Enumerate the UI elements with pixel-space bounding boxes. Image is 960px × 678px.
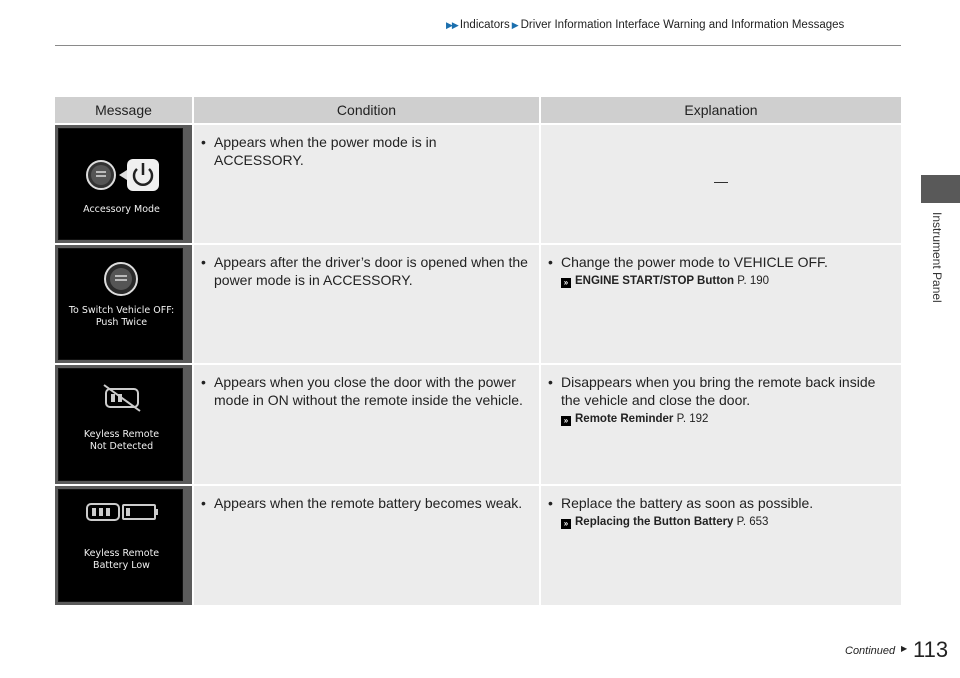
start-stop-button-icon — [59, 249, 184, 355]
message-screen-cell — [55, 365, 192, 484]
explanation-cell — [541, 486, 901, 605]
page-reference[interactable] — [561, 411, 901, 427]
message-screen-cell — [55, 245, 192, 363]
breadcrumb-arrow-icon: ▶▶ — [446, 20, 458, 30]
keyless-not-detected-screen — [58, 368, 183, 481]
remote-battery-low-icon — [59, 490, 184, 596]
reference-page[interactable]: P. 192 — [676, 413, 709, 425]
remote-not-detected-icon — [59, 369, 184, 475]
condition-text: • Appears when the power mode is in ACCESSORY. — [198, 133, 529, 169]
breadcrumb — [446, 19, 844, 31]
switch-vehicle-off-screen — [58, 248, 183, 360]
page-reference[interactable] — [561, 514, 901, 530]
screen-text-line1: Keyless Remote — [83, 548, 160, 559]
power-button-icon — [59, 129, 184, 235]
screen-text-line2: Battery Low — [93, 560, 150, 571]
explanation-text: • Replace the battery as soon as possible. — [545, 494, 891, 512]
chapter-label: Instrument Panel — [930, 212, 944, 303]
reference-page[interactable]: P. 653 — [736, 516, 769, 528]
explanation-text: • Disappears when you bring the remote back inside the vehicle and close the door. — [545, 373, 891, 409]
column-header-condition: Condition — [194, 97, 539, 123]
page-reference[interactable] — [561, 273, 901, 289]
accessory-mode-screen — [58, 128, 183, 240]
condition-cell — [194, 365, 539, 484]
page-number: 113 — [913, 637, 949, 662]
condition-cell — [194, 486, 539, 605]
screen-text-line1: To Switch Vehicle OFF: — [68, 305, 175, 316]
message-screen-cell — [55, 125, 192, 243]
reference-arrow-icon: » — [561, 519, 571, 529]
screen-text-line2: Push Twice — [95, 317, 148, 328]
message-table — [53, 95, 903, 607]
explanation-cell — [541, 365, 901, 484]
screen-text: Accessory Mode — [83, 204, 160, 215]
breadcrumb-indicators[interactable]: Indicators — [459, 19, 510, 31]
screen-text-line2: Not Detected — [89, 441, 154, 452]
screen-text-line1: Keyless Remote — [83, 429, 160, 440]
table-row — [55, 365, 901, 484]
reference-title[interactable]: Remote Reminder — [575, 413, 674, 425]
condition-text: • Appears when you close the door with the power mode in ON without the remote inside the vehicle. — [198, 373, 529, 409]
explanation-text: — — [714, 173, 728, 189]
table-row — [55, 245, 901, 363]
condition-cell — [194, 125, 539, 243]
breadcrumb-current[interactable]: Driver Information Interface Warning and Information Messages — [520, 19, 845, 31]
reference-page[interactable]: P. 190 — [737, 275, 770, 287]
explanation-text: • Change the power mode to VEHICLE OFF. — [545, 253, 891, 271]
reference-arrow-icon: » — [561, 278, 571, 288]
table-row — [55, 125, 901, 243]
header-divider — [55, 45, 901, 46]
condition-cell — [194, 245, 539, 363]
table-row — [55, 486, 901, 605]
explanation-cell — [541, 125, 901, 243]
column-header-message: Message — [55, 97, 192, 123]
keyless-battery-low-screen — [58, 489, 183, 602]
continued-label[interactable]: Continued — [845, 645, 896, 657]
message-screen-cell — [55, 486, 192, 605]
explanation-cell — [541, 245, 901, 363]
column-header-explanation: Explanation — [541, 97, 901, 123]
chapter-tab[interactable] — [921, 175, 960, 203]
reference-title[interactable]: Replacing the Button Battery — [575, 516, 734, 528]
reference-arrow-icon: » — [561, 416, 571, 426]
breadcrumb-arrow-icon: ▶ — [511, 20, 519, 30]
reference-title[interactable]: ENGINE START/STOP Button — [575, 275, 735, 287]
condition-text: • Appears after the driver’s door is opened when the power mode is in ACCESSORY. — [198, 253, 529, 289]
condition-text: • Appears when the remote battery becomes weak. — [198, 494, 529, 512]
continued-arrow-icon: ▶ — [901, 644, 908, 653]
